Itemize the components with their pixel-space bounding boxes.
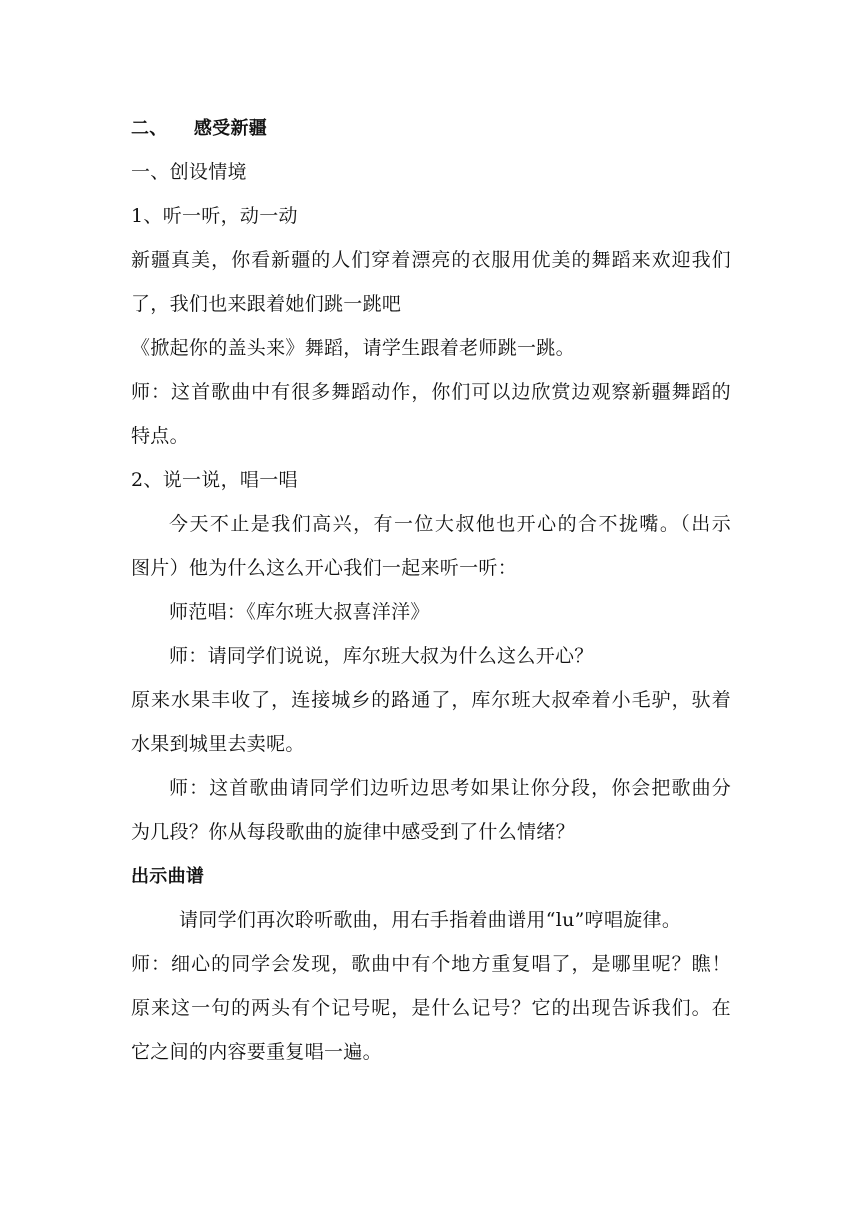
section-heading: 二、 感受新疆 — [131, 118, 268, 139]
paragraph-line: 水果到城里去卖呢。 — [131, 733, 305, 755]
paragraph-line: 今天不止是我们高兴，有一位大叔他也开心的合不拢嘴。（出示 — [169, 513, 731, 535]
paragraph-line: 师：这首歌曲请同学们边听边思考如果让你分段，你会把歌曲分 — [169, 777, 731, 799]
paragraph-model-singing: 师范唱：《库尔班大叔喜洋洋》 — [169, 601, 430, 623]
paragraph-hum: 请同学们再次聆听歌曲，用右手指着曲谱用“lu”哼唱旋律。 — [179, 909, 682, 931]
paragraph-line: 它之间的内容要重复唱一遍。 — [131, 1041, 382, 1063]
document-page — [131, 110, 731, 1071]
paragraph-line: 师：这首歌曲中有很多舞蹈动作，你们可以边欣赏边观察新疆舞蹈的 — [131, 381, 731, 403]
paragraph-line: 图片）他为什么这么开心我们一起来听一听： — [131, 557, 518, 579]
paragraph-line: 原来水果丰收了，连接城乡的路通了，库尔班大叔牵着小毛驴，驮着 — [131, 689, 731, 711]
item-title-listen: 1、听一听，动一动 — [131, 205, 298, 227]
paragraph-question: 师：请同学们说说，库尔班大叔为什么这么开心？ — [169, 645, 594, 667]
paragraph-line: 为几段？你从每段歌曲的旋律中感受到了什么情绪？ — [131, 821, 575, 843]
item-title-sing: 2、说一说，唱一唱 — [131, 469, 298, 491]
paragraph-line: 新疆真美，你看新疆的人们穿着漂亮的衣服用优美的舞蹈来欢迎我们 — [131, 249, 731, 271]
paragraph-line: 原来这一句的两头有个记号呢，是什么记号？它的出现告诉我们。在 — [131, 997, 731, 1019]
paragraph-dance: 《掀起你的盖头来》舞蹈，请学生跟着老师跳一跳。 — [131, 337, 575, 359]
paragraph-line: 了，我们也来跟着她们跳一跳吧 — [131, 293, 402, 315]
paragraph-line: 师：细心的同学会发现，歌曲中有个地方重复唱了，是哪里呢？瞧！ — [131, 953, 731, 975]
paragraph-line: 特点。 — [131, 425, 189, 447]
score-heading: 出示曲谱 — [131, 866, 205, 887]
subsection-title: 一、创设情境 — [131, 161, 247, 183]
